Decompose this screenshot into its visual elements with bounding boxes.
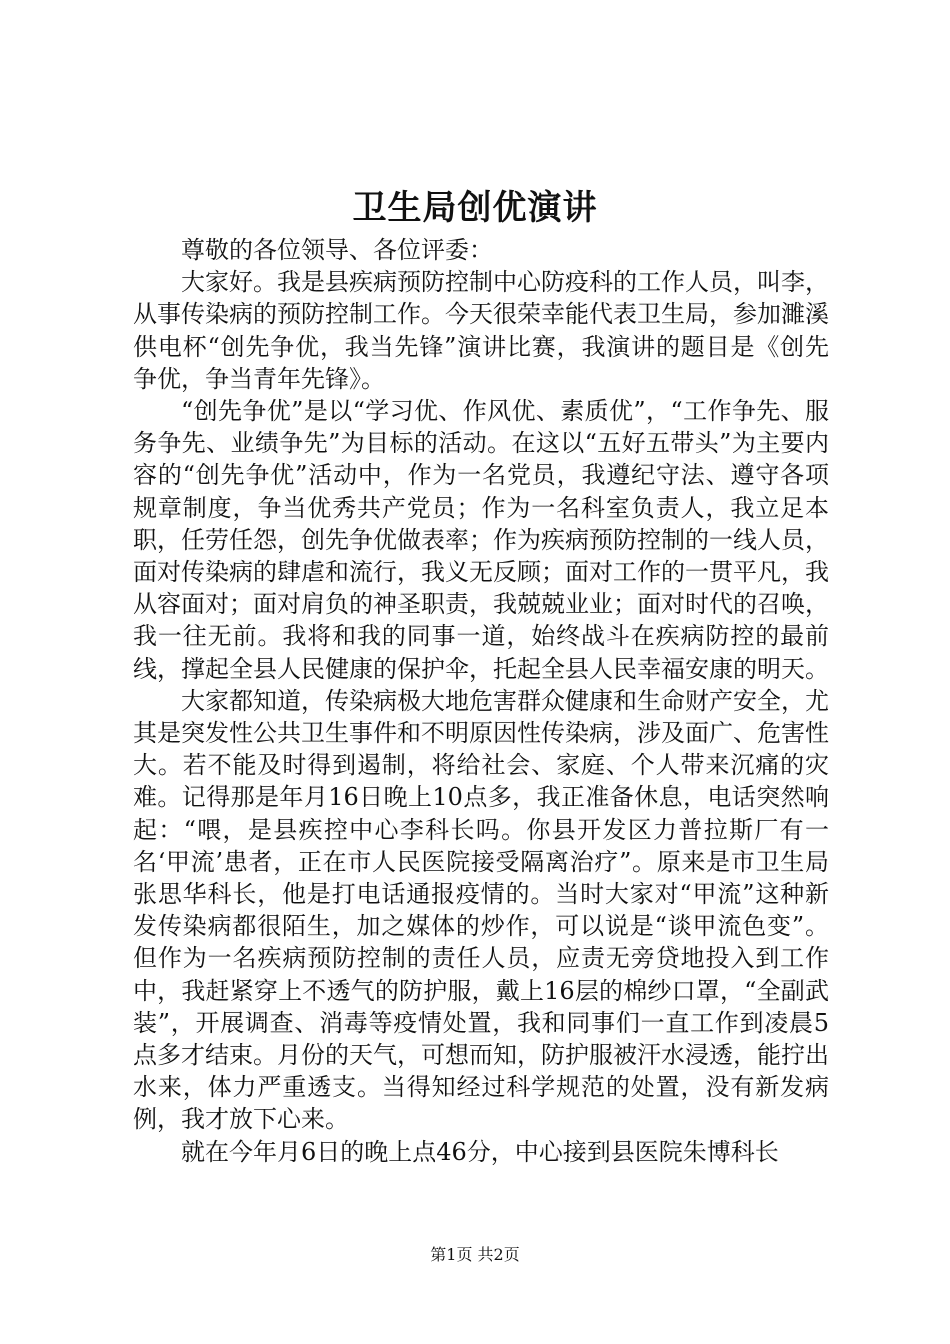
body-paragraph: 就在今年月6日的晚上点46分，中心接到县医院朱博科长 <box>181 1137 779 1166</box>
document-body <box>133 234 829 1168</box>
document-title: 卫生局创优演讲 <box>352 188 598 228</box>
body-paragraph: 大家都知道，传染病极大地危害群众健康和生命财产安全，尤其是突发性公共卫生事件和不明原因性传染病，涉及面广、危害性大。若不能及时得到遏制，将给社会、家庭、个人带来沉痛的灾难。记得那是年月16日晚上10点多，我正准备休息，电话突然响起：“喂，是县疾控中心李科长吗。你县开发区力普拉斯厂有一名‘甲流’患者，正在市人民医院接受隔离治疗”。原来是市卫生局张思华科长，他是打电话通报疫情的。当时大家对“甲流”这种新发传染病都很陌生，加之媒体的炒作，可以说是“谈甲流色变”。但作为一名疾病预防控制的责任人员，应责无旁贷地投入到工作中，我赶紧穿上不透气的防护服，戴上16层的棉纱口罩，“全副武装”，开展调查、消毒等疫情处置，我和同事们一直工作到凌晨5点多才结束。月份的天气，可想而知，防护服被汗水浸透，能拧出水来，体力严重透支。当得知经过科学规范的处置，没有新发病例，我才放下心来。 <box>133 686 829 1134</box>
page-number-footer: 第1页 共2页 <box>430 1245 520 1264</box>
body-paragraph: “创先争优”是以“学习优、作风优、素质优”，“工作争先、服务争先、业绩争先”为目标的活动。在这以“五好五带头”为主要内容的“创先争优”活动中，作为一名党员，我遵纪守法、遵守各项规章制度，争当优秀共产党员；作为一名科室负责人，我立足本职，任劳任怨，创先争优做表率；作为疾病预防控制的一线人员，面对传染病的肆虐和流行，我义无反顾；面对工作的一贯平凡，我从容面对；面对肩负的神圣职责，我兢兢业业；面对时代的召唤，我一往无前。我将和我的同事一道，始终战斗在疾病防控的最前线，撑起全县人民健康的保护伞，托起全县人民幸福安康的明天。 <box>133 397 829 683</box>
body-paragraph: 大家好。我是县疾病预防控制中心防疫科的工作人员，叫李，从事传染病的预防控制工作。今天很荣幸能代表卫生局，参加濉溪供电杯“创先争优，我当先锋”演讲比赛，我演讲的题目是《创先争优，争当青年先锋》。 <box>133 268 829 393</box>
salutation-paragraph: 尊敬的各位领导、各位评委： <box>181 236 493 264</box>
